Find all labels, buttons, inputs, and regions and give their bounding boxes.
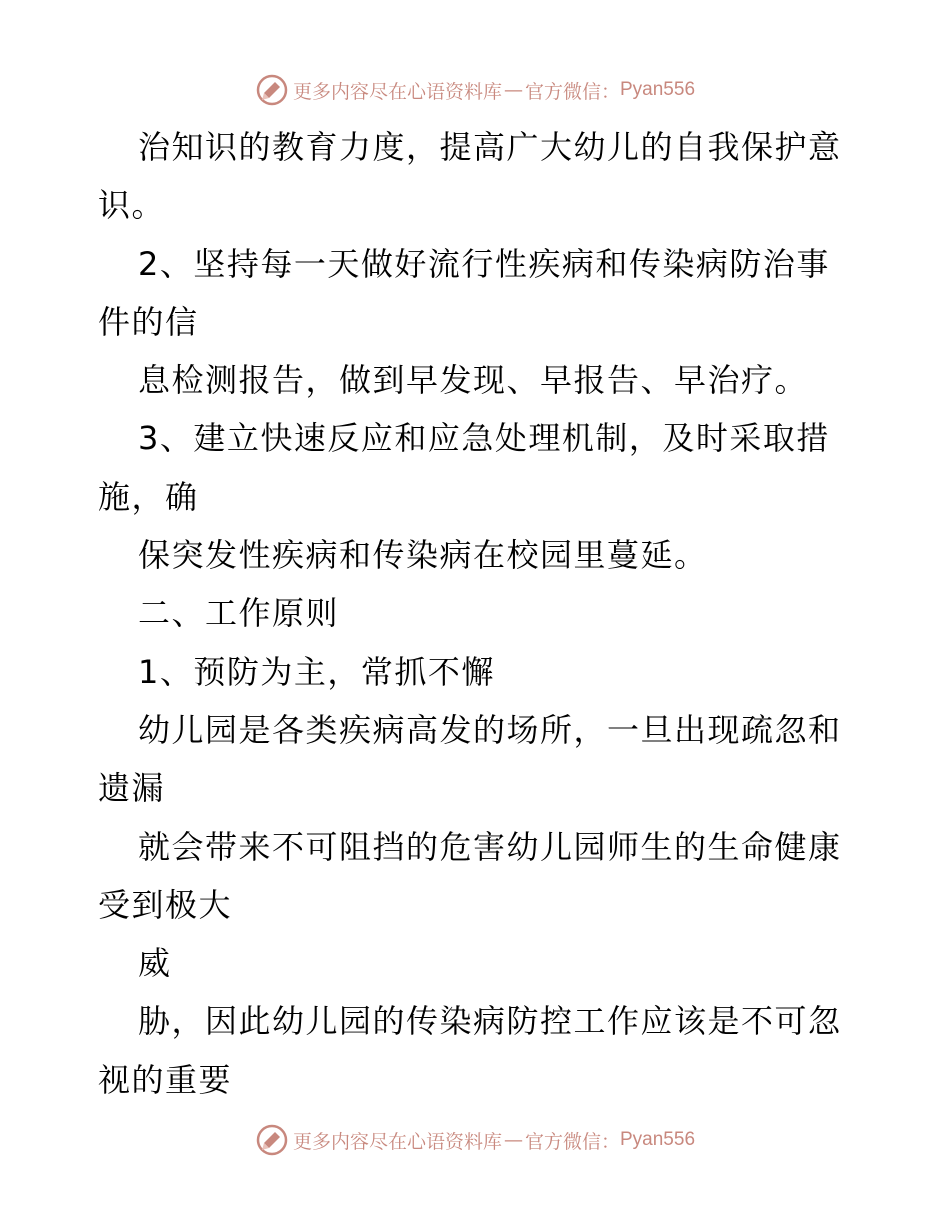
text-line: 件的信	[98, 302, 199, 341]
text-line: 保突发性疾病和传染病在校园里蔓延。	[138, 536, 708, 575]
banner-site-text: 更多内容尽在心语资料库	[292, 80, 502, 103]
document-body	[98, 118, 868, 1109]
banner-wechat-label: 官方微信：	[524, 80, 620, 103]
banner-separator: —	[503, 79, 523, 101]
header-watermark-banner	[0, 72, 950, 108]
text-line: 治知识的教育力度，提高广大幼儿的自我保护意	[138, 128, 842, 166]
text-line: 威	[138, 944, 172, 983]
text-line: 3、建立快速反应和应急处理机制，及时采取措	[138, 419, 830, 458]
text-line: 就会带来不可阻挡的危害幼儿园师生的生命健康	[138, 827, 842, 866]
text-line: 遗漏	[98, 769, 166, 808]
text-line: 息检测报告，做到早发现、早报告、早治疗。	[138, 361, 809, 400]
banner-wechat-id: Pyan556	[620, 79, 696, 100]
banner-wechat-id: Pyan556	[620, 1129, 696, 1150]
banner-wechat-label: 官方微信：	[524, 1130, 620, 1153]
text-line: 识。	[98, 186, 166, 225]
banner-separator: —	[503, 1129, 523, 1151]
text-line: 1、预防为主，常抓不懈	[138, 652, 495, 691]
text-line: 幼儿园是各类疾病高发的场所，一旦出现疏忽和	[138, 710, 842, 749]
book-pen-logo-icon	[255, 73, 289, 107]
text-line: 受到极大	[98, 885, 233, 924]
text-line: 胁，因此幼儿园的传染病防控工作应该是不可忽	[138, 1002, 842, 1041]
text-line: 视的重要	[98, 1060, 233, 1099]
banner-site-text: 更多内容尽在心语资料库	[292, 1130, 502, 1153]
footer-watermark-banner	[0, 1122, 950, 1158]
text-line: 二、工作原则	[138, 594, 340, 633]
text-line: 施，确	[98, 477, 199, 516]
book-pen-logo-icon	[255, 1123, 289, 1157]
text-line: 2、坚持每一天做好流行性疾病和传染病防治事	[138, 244, 830, 283]
